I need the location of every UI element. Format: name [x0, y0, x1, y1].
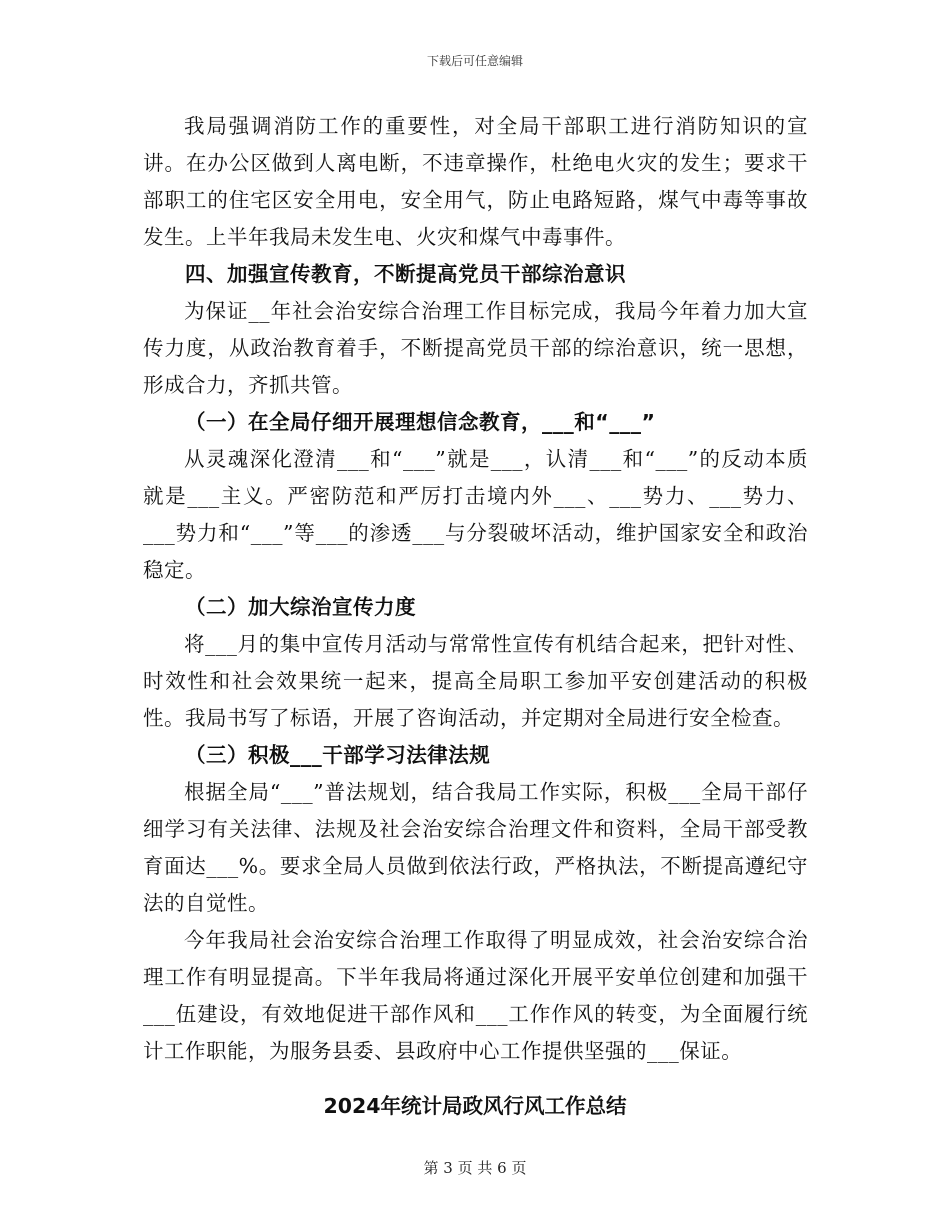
- next-document-title: 2024年统计局政风行风工作总结: [323, 1094, 627, 1118]
- paragraph-publicity: 将___月的集中宣传月活动与常常性宣传有机结合起来，把针对性、时效性和社会效果统一起来，提高全局职工参加平安创建活动的积极性。我局书写了标语，开展了咨询活动，并定期对全局进行安全检查。: [143, 632, 808, 730]
- subsection-heading-3: （三）积极___干部学习法律法规: [185, 743, 491, 767]
- paragraph-propaganda-intro: 为保证__年社会治安综合治理工作目标完成，我局今年着力加大宣传力度，从政治教育着手，不断提高党员干部的综治意识，统一思想，形成合力，齐抓共管。: [143, 299, 808, 397]
- subsection-heading-2: （二）加大综治宣传力度: [185, 595, 416, 619]
- document-body: [143, 108, 808, 1070]
- section-heading-4: 四、加强宣传教育，不断提高党员干部综治意识: [185, 262, 626, 286]
- paragraph-fire-safety: 我局强调消防工作的重要性，对全局干部职工进行消防知识的宣讲。在办公区做到人离电断，不违章操作，杜绝电火灾的发生；要求干部职工的住宅区安全用电，安全用气，防止电路短路，煤气中毒等事故发生。上半年我局未发生电、火灾和煤气中毒事件。: [143, 114, 808, 249]
- paragraph-conclusion: 今年我局社会治安综合治理工作取得了明显成效，社会治安综合治理工作有明显提高。下半年我局将通过深化开展平安单位创建和加强干___伍建设，有效地促进干部作风和___工作作风的转变，为全面履行统计工作职能，为服务县委、县政府中心工作提供坚强的___保证。: [143, 928, 808, 1063]
- page-number: 第 3 页 共 6 页: [423, 1159, 527, 1177]
- subsection-heading-1: （一）在全局仔细开展理想信念教育，___和“___”: [185, 410, 656, 434]
- paragraph-ideology: 从灵魂深化澄清___和“___”就是___，认清___和“___”的反动本质就是___主义。严密防范和严厉打击境内外___、___势力、___势力、___势力和“___”等___的渗透___与分裂破坏活动，维护国家安全和政治稳定。: [143, 447, 808, 582]
- paragraph-law-study: 根据全局“___”普法规划，结合我局工作实际，积极___全局干部仔细学习有关法律、法规及社会治安综合治理文件和资料，全局干部受教育面达___%。要求全局人员做到依法行政，严格执法，不断提高遵纪守法的自觉性。: [143, 780, 808, 915]
- header-note: 下载后可任意编辑: [426, 54, 523, 68]
